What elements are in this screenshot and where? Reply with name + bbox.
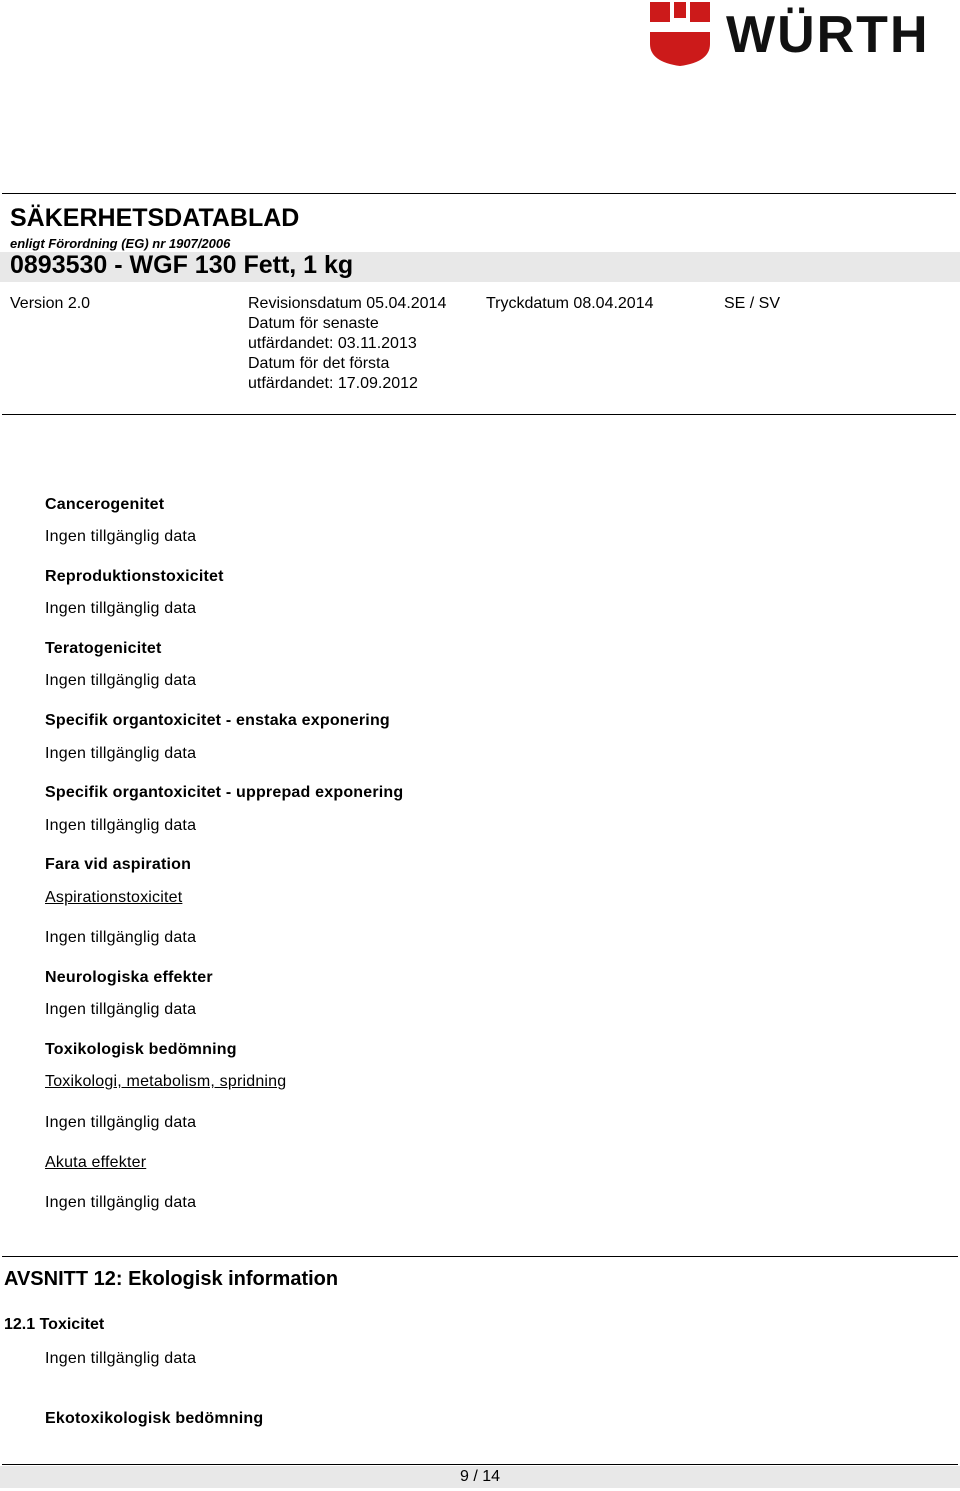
value-stot-single: Ingen tillgänglig data <box>45 745 197 762</box>
wurth-logo <box>648 0 960 70</box>
subheading-aspiration: Aspirationstoxicitet <box>45 889 183 906</box>
value-reproduktion: Ingen tillgänglig data <box>45 600 197 617</box>
subheading-acute: Akuta effekter <box>45 1154 147 1171</box>
heading-cancerogenitet: Cancerogenitet <box>45 496 165 513</box>
header-top-rule <box>2 193 956 194</box>
page-number: 9 / 14 <box>459 1468 501 1485</box>
revision-line: Datum för senaste <box>248 315 379 332</box>
revision-line: utfärdandet: 17.09.2012 <box>248 375 418 392</box>
value-tox-metabolism: Ingen tillgänglig data <box>45 1114 197 1131</box>
revision-line: utfärdandet: 03.11.2013 <box>248 335 417 352</box>
revision-dates <box>248 294 446 394</box>
version: Version 2.0 <box>10 295 91 312</box>
heading-neurologiska: Neurologiska effekter <box>45 969 213 986</box>
header-bottom-rule <box>2 414 956 415</box>
value-neurologiska: Ingen tillgänglig data <box>45 1001 197 1018</box>
document-title: SÄKERHETSDATABLAD <box>10 204 300 232</box>
section-rule <box>2 1256 958 1257</box>
heading-aspiration: Fara vid aspiration <box>45 856 192 873</box>
product-name: 0893530 - WGF 130 Fett, 1 kg <box>10 251 354 279</box>
value-cancerogenitet: Ingen tillgänglig data <box>45 528 197 545</box>
language-code: SE / SV <box>724 295 781 312</box>
value-toxicity: Ingen tillgänglig data <box>45 1350 197 1367</box>
value-aspiration: Ingen tillgänglig data <box>45 929 197 946</box>
value-acute: Ingen tillgänglig data <box>45 1194 197 1211</box>
heading-teratogenicitet: Teratogenicitet <box>45 640 162 657</box>
subsection-toxicity: 12.1 Toxicitet <box>4 1316 105 1333</box>
revision-line: Revisionsdatum 05.04.2014 <box>248 295 447 312</box>
footer-rule <box>2 1464 958 1465</box>
heading-ecotox: Ekotoxikologisk bedömning <box>45 1410 264 1427</box>
heading-tox-assessment: Toxikologisk bedömning <box>45 1041 237 1058</box>
document-subtitle: enligt Förordning (EG) nr 1907/2006 <box>10 236 231 251</box>
print-date: Tryckdatum 08.04.2014 <box>486 295 654 312</box>
subheading-tox-metabolism: Toxikologi, metabolism, spridning <box>45 1073 287 1090</box>
section-12-title: AVSNITT 12: Ekologisk information <box>4 1268 339 1290</box>
value-teratogenicitet: Ingen tillgänglig data <box>45 672 197 689</box>
heading-stot-repeat: Specifik organtoxicitet - upprepad exponering <box>45 784 404 801</box>
revision-line: Datum för det första <box>248 355 390 372</box>
brand-wordmark: WÜRTH <box>726 6 930 64</box>
heading-reproduktion: Reproduktionstoxicitet <box>45 568 224 585</box>
heading-stot-single: Specifik organtoxicitet - enstaka exponering <box>45 712 390 729</box>
value-stot-repeat: Ingen tillgänglig data <box>45 817 197 834</box>
